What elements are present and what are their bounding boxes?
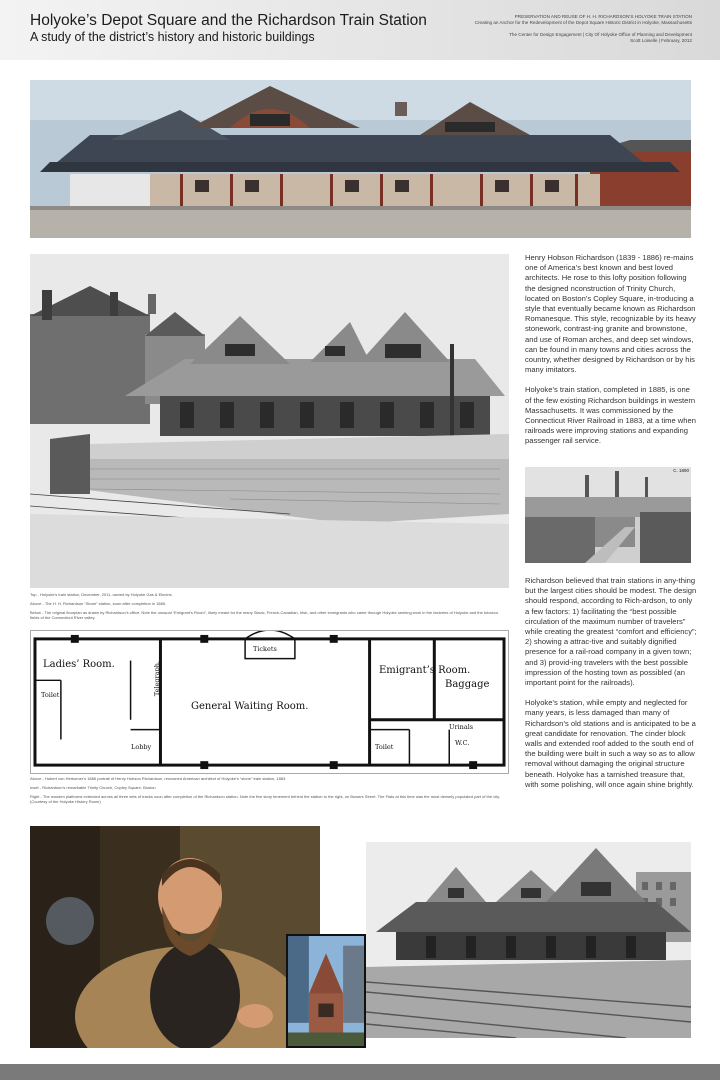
room-emigrants: Emigrant’s Room. <box>379 665 471 676</box>
captions-bottom-group <box>30 776 508 808</box>
photo-station-2011 <box>30 80 691 238</box>
footer-bar <box>0 1064 720 1080</box>
caption-right: Right - The wooden platforms extended across all three sets of tracks soon after completion of the Richardson station. Note the five story tenement behind the station to the right, on Bowers Street. The Flats at this time was the most densely populated part of the city. (Courtesy of the Holyoke History Room) <box>30 794 501 804</box>
paragraph-holyoke-station: Holyoke’s train station, completed in 1885, is one of the few existing Richardson buildings in western Massachusetts. It was commissioned by the Connecticut River Railroad in 1883, at a time when railroads were improving stations and expanding passenger rail service. <box>525 385 696 446</box>
room-lobby: Lobby <box>131 743 152 751</box>
portrait-richardson <box>30 826 320 1048</box>
project-subtitle: Creating an Anchor for the Redevelopment of the Depot Square Historic District in Holyoke, Massachusetts <box>474 20 692 25</box>
project-author-date: Scott Loiselle | February, 2012 <box>630 38 692 43</box>
project-title: PRESERVATION AND REUSE OF H. H. RICHARDSON’S HOLYOKE TRAIN STATION <box>514 14 692 19</box>
caption-portrait: Above - Hubert von Herkomer’s 1886 portrait of Henry Hobson Richardson, renowned American architect of Holyoke’s “stone” train station, 1883. <box>30 776 287 781</box>
poster-title: Holyoke’s Depot Square and the Richardson Train Station <box>30 12 427 29</box>
room-telegraph: Telegraph. <box>153 661 161 697</box>
intro-text <box>525 253 697 457</box>
captions-top-group <box>30 592 508 624</box>
caption-below: Below - The original floorplan as drawn by Richardson’s office. Note the unusual “Emigrant’s Room”, likely meant for the many Slavic, French-Canadian, Irish, and other immigrants who came through Holyoke seeking work in the factories of Holyoke and the tobacco fields of the Connecticut River valley. <box>30 610 498 620</box>
photo-trinity-church <box>286 934 366 1048</box>
room-general-waiting: General Waiting Room. <box>191 701 309 712</box>
room-ladies: Ladies’ Room. <box>43 659 115 670</box>
room-tickets: Tickets <box>253 645 277 653</box>
caption-top: Top - Holyoke’s train station, December, 2011, owned by Holyoke Gas & Electric. <box>30 592 173 597</box>
poster-subtitle: A study of the district’s history and historic buildings <box>30 30 315 44</box>
photo-station-platforms <box>366 842 691 1038</box>
room-toilet-left: Toilet <box>41 691 60 699</box>
room-wc: W.C. <box>455 739 470 747</box>
floorplan-drawing <box>30 630 509 774</box>
paragraph-richardson-bio: Henry Hobson Richardson (1839 - 1886) re-mains one of America’s best known and best loved architects. He rose to this lofty position following the designed nconstruction of Trinity Church, located on Boston’s Copley Square, in-troducing a style that eventually became known as Richardson Romanesque. This style, recognizable by its heavy stonework, contrast-ing granite and brownstone, and use of Roman arches, and deep set windows, can be found in many towns and cities across the country, whether designed by Richardson or by his many imitators. <box>525 253 696 375</box>
photo-holyoke-c1890 <box>525 467 691 563</box>
inset-photo-date: C. 1890 <box>673 468 689 473</box>
body-text-continued <box>525 576 697 800</box>
poster-header <box>0 0 720 60</box>
room-urinals: Urinals <box>449 723 474 731</box>
paragraph-renovation: Holyoke’s station, while empty and neglected for many years, is less damaged than many of Richardson’s old stations and is anticipated to be a great candidate for renovation. The cinder block walls and extended roof added to the south end of the building were built in such a way so as to allow removal without damaging the original structure beneath. Holyoke has a tarnished treasure that, with some polishing, will once again shine brightly. <box>525 698 696 789</box>
room-baggage: Baggage <box>445 679 490 690</box>
caption-above: Above - The H. H. Richardson “Stone” station, soon after completion in 1885. <box>30 601 167 606</box>
paragraph-design-philosophy: Richardson believed that train stations in any-thing but the largest cities should be modest. The design should respond, according to Rich-ardson, to only a few factors: 1) facilitating the “best possible circulation of the maximum number of travelers” while creating the greatest “comfort and efficiency”; 2) showing a attrac-tive and suitably dignified presence for a rail-road company in a given town; and 3) provid-ing travelers with the best possible impression of the hosting town as possibled (an important point for the railroads). <box>525 576 697 688</box>
project-organizations: The Center for Design Engagement | City Of Holyoke Office of Planning and Development <box>509 32 692 37</box>
caption-inset: Inset - Richardson’s remarkable Trinity Church, Copley Square, Boston <box>30 785 156 790</box>
room-toilet-right: Toilet <box>375 743 394 751</box>
photo-station-1885 <box>30 254 509 588</box>
